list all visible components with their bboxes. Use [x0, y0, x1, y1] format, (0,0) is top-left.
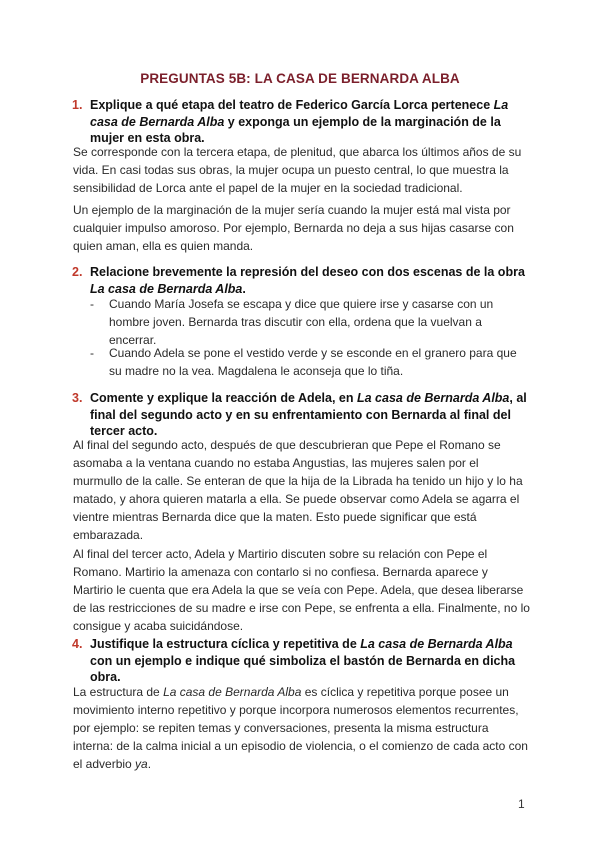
- document-title: PREGUNTAS 5B: LA CASA DE BERNARDA ALBA: [140, 71, 460, 86]
- answer-2-bullet: [90, 344, 531, 380]
- answer-text: La estructura de: [73, 685, 164, 699]
- question-text: Comente y explique la reacción de Adela, en: [90, 391, 357, 405]
- question-number: 4.: [72, 637, 83, 651]
- answer-3-paragraph-1: Al final del segundo acto, después de que descubrieran que Pepe el Romano se asomaba a la ventana cuando no estaba Angustias, las mujeres salen por el murmullo de la calle. Se enteran de que la hija de la Librada ha tenido un hijo y lo ha matado, y ahora quieren matarla a ella. Se puede observar como Adela se agarra el vientre mientras Bernarda dice que la maten. Esto puede significar que está embarazada.: [73, 438, 523, 542]
- question-number: 2.: [72, 265, 83, 279]
- answer-2-bullet: [90, 295, 531, 349]
- adverb-ya: ya: [135, 757, 148, 771]
- work-title: La casa de Bernarda Alba: [90, 281, 243, 296]
- question-4: [72, 636, 530, 686]
- question-1: [72, 97, 530, 147]
- work-title: La casa de Bernarda Alba: [357, 391, 510, 405]
- question-text: Justifique la estructura cíclica y repetitiva de: [90, 637, 361, 651]
- answer-text: es cíclica y repetitiva porque posee un movimiento interno repetitivo y porque incorpora numerosos elementos recurrentes, por ejemplo: se repiten temas y conversaciones, presenta la misma estructura interna: de la calma inicial a un episodio de violencia, o el comienzo de cada acto con el adverbio: [73, 685, 528, 771]
- question-text: , al final del segundo acto y en su enfrentamiento con Bernarda al final del tercer acto.: [90, 391, 527, 438]
- question-text: Relacione brevemente la represión del deseo con dos escenas de la obra: [90, 265, 525, 279]
- answer-3-paragraph-2: Al final del tercer acto, Adela y Martirio discuten sobre su relación con Pepe el Romano. Martirio la amenaza con contarlo si no confiesa. Bernarda aparece y Martirio le cuenta que era Adela la que se veía con Pepe. Adela, que desea liberarse de las restricciones de su madre e irse con Pepe, se enfrenta a ella. Finalmente, no lo consigue y acaba suicidándose.: [73, 547, 530, 633]
- question-2: [72, 264, 530, 297]
- bullet-text: Cuando María Josefa se escapa y dice que quiere irse y casarse con un hombre joven. Bernarda tras discutir con ella, ordena que la vuelvan a encerrar.: [109, 297, 494, 347]
- question-number: 3.: [72, 391, 83, 405]
- work-title: La casa de Bernarda Alba: [163, 685, 302, 699]
- page-number: 1: [518, 797, 525, 811]
- work-title: La casa de Bernarda Alba: [360, 637, 513, 651]
- answer-text: .: [147, 757, 152, 771]
- bullet-text: Cuando Adela se pone el vestido verde y se esconde en el granero para que su madre no la vea. Magdalena le aconseja que lo tiña.: [109, 346, 517, 378]
- question-text: .: [242, 281, 246, 296]
- question-text: con un ejemplo e indique qué simboliza el bastón de Bernarda en dicha obra.: [90, 653, 516, 684]
- work-title: La casa de Bernarda Alba: [90, 98, 509, 129]
- answer-1-paragraph-1: Se corresponde con la tercera etapa, de plenitud, que abarca los últimos años de su vida. En casi todas sus obras, la mujer ocupa un puesto central, lo que muestra la sensibilidad de Lorca ante el papel de la mujer en la sociedad tradicional.: [73, 145, 522, 195]
- question-3: [72, 390, 530, 440]
- question-text: Explique a qué etapa del teatro de Federico García Lorca pertenece: [90, 98, 494, 112]
- bullet-dash: -: [90, 297, 94, 311]
- answer-1-paragraph-2: Un ejemplo de la marginación de la mujer sería cuando la mujer está mal vista por cualquier impulso amoroso. Por ejemplo, Bernarda no deja a sus hijas casarse con quien aman, ella es quien manda.: [73, 203, 514, 253]
- question-text: y exponga un ejemplo de la marginación de la mujer en esta obra.: [90, 114, 501, 145]
- answer-4-paragraph: [73, 683, 531, 773]
- question-number: 1.: [72, 98, 83, 112]
- bullet-dash: -: [90, 346, 94, 360]
